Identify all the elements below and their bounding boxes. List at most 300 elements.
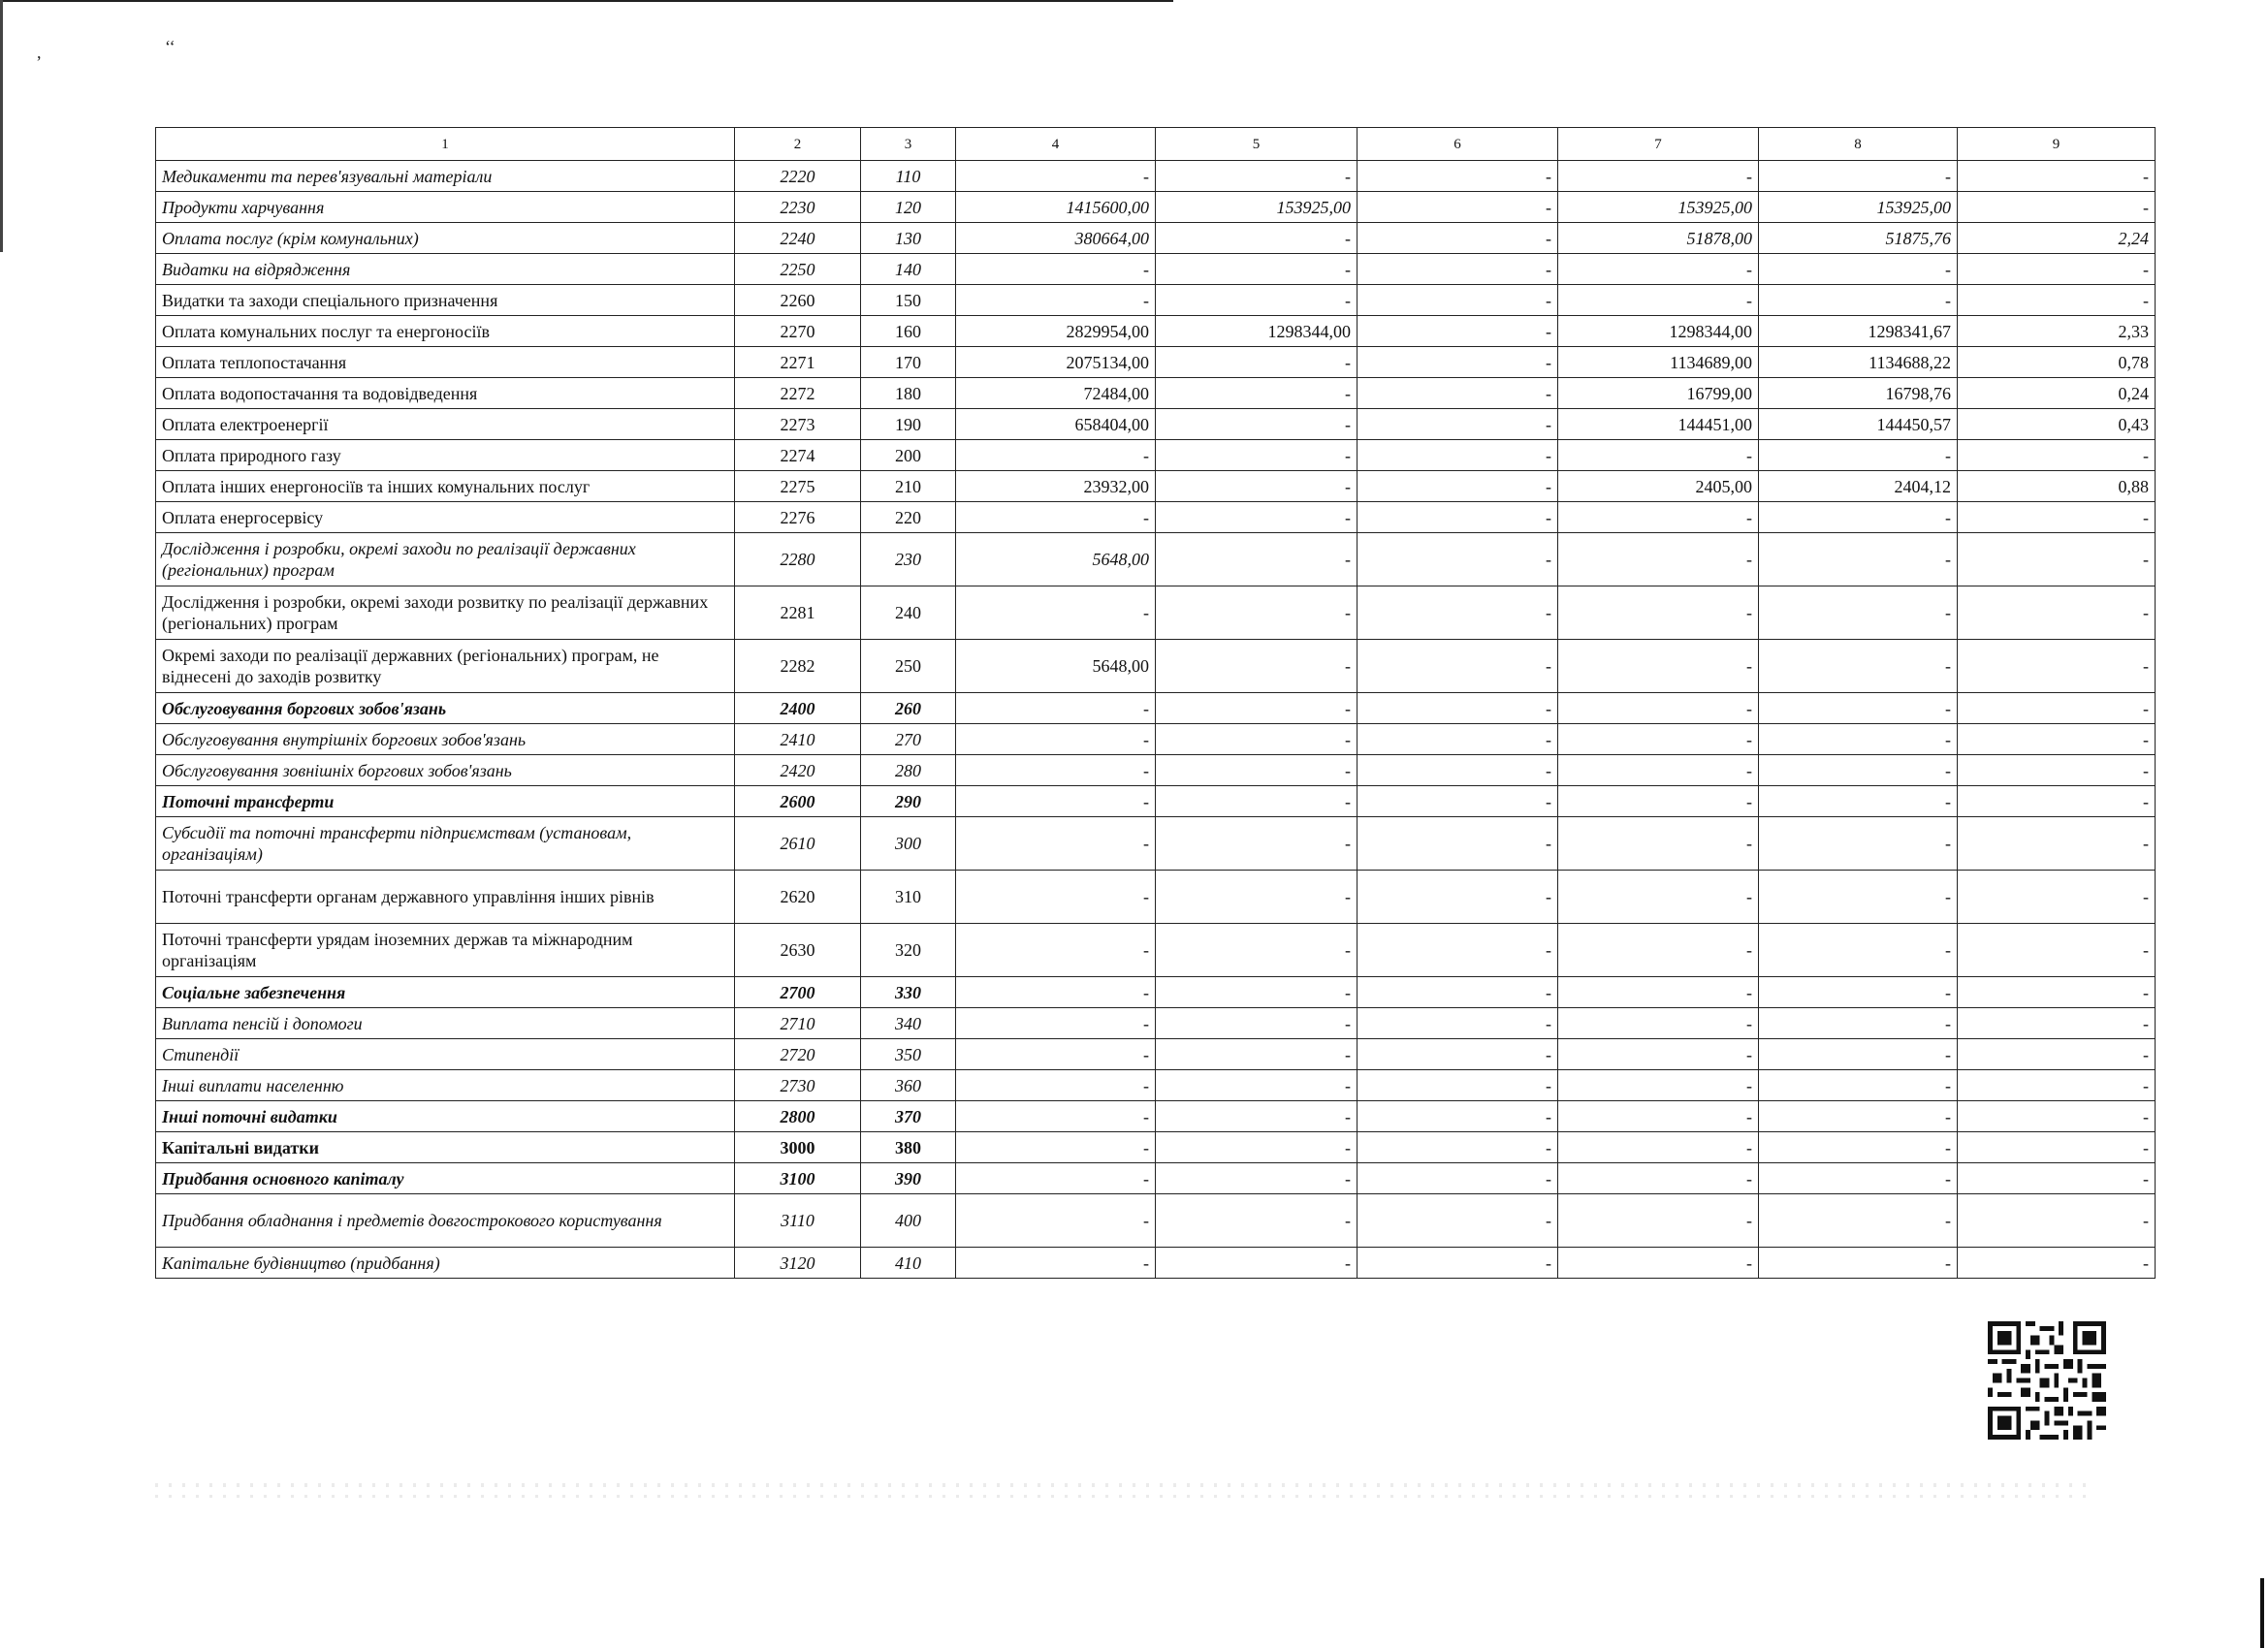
col-8-cell: 51875,76 <box>1759 223 1958 254</box>
col-9-cell: - <box>1958 755 2156 786</box>
table-row <box>156 924 2156 977</box>
col-8-cell: - <box>1759 1163 1958 1194</box>
col-9-cell: - <box>1958 254 2156 285</box>
kekv-code-cell: 2240 <box>735 223 861 254</box>
col-6-cell: - <box>1358 1070 1558 1101</box>
budget-table <box>155 127 2156 1279</box>
col-9-cell: - <box>1958 786 2156 817</box>
table-row <box>156 693 2156 724</box>
line-name-cell: Оплата природного газу <box>156 440 735 471</box>
col-5-cell: 153925,00 <box>1156 192 1358 223</box>
row-code-cell: 400 <box>861 1194 956 1248</box>
line-name-cell: Інші поточні видатки <box>156 1101 735 1132</box>
col-6-cell: - <box>1358 1248 1558 1279</box>
table-row <box>156 1008 2156 1039</box>
row-code-cell: 190 <box>861 409 956 440</box>
table-row <box>156 724 2156 755</box>
kekv-code-cell: 2270 <box>735 316 861 347</box>
table-row <box>156 285 2156 316</box>
line-name-cell: Видатки на відрядження <box>156 254 735 285</box>
kekv-code-cell: 2275 <box>735 471 861 502</box>
col-7-cell: - <box>1558 640 1759 693</box>
col-4-cell: - <box>956 724 1156 755</box>
col-8-cell: - <box>1759 977 1958 1008</box>
col-4-cell: 1415600,00 <box>956 192 1156 223</box>
col-9-cell: - <box>1958 1008 2156 1039</box>
col-9-cell: - <box>1958 817 2156 871</box>
col-8-cell: 16798,76 <box>1759 378 1958 409</box>
col-4-cell: 23932,00 <box>956 471 1156 502</box>
col-5-cell: - <box>1156 1194 1358 1248</box>
col-7-cell: - <box>1558 254 1759 285</box>
col-4-cell: - <box>956 693 1156 724</box>
col-9-cell: - <box>1958 533 2156 586</box>
col-4-cell: - <box>956 1248 1156 1279</box>
col-9-cell: - <box>1958 1070 2156 1101</box>
col-5-cell: - <box>1156 533 1358 586</box>
col-9-cell: - <box>1958 724 2156 755</box>
col-9-cell: - <box>1958 285 2156 316</box>
col-6-cell: - <box>1358 316 1558 347</box>
col-7-cell: - <box>1558 440 1759 471</box>
scan-border-left <box>0 0 3 252</box>
kekv-code-cell: 2272 <box>735 378 861 409</box>
col-4-cell: - <box>956 285 1156 316</box>
line-name-cell: Обслуговування внутрішніх боргових зобов'язань <box>156 724 735 755</box>
line-name-cell: Окремі заходи по реалізації державних (регіональних) програм, не віднесені до заходів розвитку <box>156 640 735 693</box>
col-4-cell: 5648,00 <box>956 640 1156 693</box>
line-name-cell: Оплата теплопостачання <box>156 347 735 378</box>
col-7-cell: 2405,00 <box>1558 471 1759 502</box>
line-name-cell: Стипендії <box>156 1039 735 1070</box>
col-6-cell: - <box>1358 192 1558 223</box>
column-header: 9 <box>1958 128 2156 161</box>
table-row <box>156 316 2156 347</box>
table-row <box>156 1163 2156 1194</box>
col-5-cell: 1298344,00 <box>1156 316 1358 347</box>
col-9-cell: - <box>1958 1248 2156 1279</box>
col-6-cell: - <box>1358 378 1558 409</box>
col-8-cell: - <box>1759 1008 1958 1039</box>
col-4-cell: - <box>956 586 1156 640</box>
table-row <box>156 347 2156 378</box>
line-name-cell: Придбання основного капіталу <box>156 1163 735 1194</box>
scan-border-top <box>0 0 1173 2</box>
column-header: 6 <box>1358 128 1558 161</box>
col-6-cell: - <box>1358 786 1558 817</box>
col-7-cell: - <box>1558 724 1759 755</box>
col-8-cell: - <box>1759 533 1958 586</box>
col-4-cell: - <box>956 1070 1156 1101</box>
col-4-cell: 5648,00 <box>956 533 1156 586</box>
col-7-cell: - <box>1558 755 1759 786</box>
col-6-cell: - <box>1358 1101 1558 1132</box>
table-row <box>156 1070 2156 1101</box>
col-7-cell: - <box>1558 817 1759 871</box>
row-code-cell: 280 <box>861 755 956 786</box>
col-6-cell: - <box>1358 693 1558 724</box>
col-7-cell: - <box>1558 161 1759 192</box>
table-row <box>156 192 2156 223</box>
col-5-cell: - <box>1156 1101 1358 1132</box>
col-8-cell: 2404,12 <box>1759 471 1958 502</box>
row-code-cell: 330 <box>861 977 956 1008</box>
col-4-cell: - <box>956 1194 1156 1248</box>
scan-border-right <box>2260 1578 2264 1648</box>
column-header: 7 <box>1558 128 1759 161</box>
col-6-cell: - <box>1358 724 1558 755</box>
col-7-cell: - <box>1558 1039 1759 1070</box>
line-name-cell: Медикаменти та перев'язувальні матеріали <box>156 161 735 192</box>
col-9-cell: - <box>1958 1132 2156 1163</box>
budget-table-body <box>156 161 2156 1279</box>
col-8-cell: - <box>1759 440 1958 471</box>
line-name-cell: Оплата послуг (крім комунальних) <box>156 223 735 254</box>
col-7-cell: - <box>1558 977 1759 1008</box>
col-6-cell: - <box>1358 347 1558 378</box>
column-header: 3 <box>861 128 956 161</box>
col-7-cell: - <box>1558 924 1759 977</box>
col-8-cell: - <box>1759 817 1958 871</box>
col-5-cell: - <box>1156 924 1358 977</box>
col-9-cell: - <box>1958 977 2156 1008</box>
col-6-cell: - <box>1358 1163 1558 1194</box>
col-8-cell: - <box>1759 502 1958 533</box>
row-code-cell: 350 <box>861 1039 956 1070</box>
line-name-cell: Оплата водопостачання та водовідведення <box>156 378 735 409</box>
col-8-cell: - <box>1759 1194 1958 1248</box>
kekv-code-cell: 2410 <box>735 724 861 755</box>
col-5-cell: - <box>1156 471 1358 502</box>
kekv-code-cell: 2600 <box>735 786 861 817</box>
line-name-cell: Оплата енергосервісу <box>156 502 735 533</box>
kekv-code-cell: 2710 <box>735 1008 861 1039</box>
row-code-cell: 360 <box>861 1070 956 1101</box>
col-9-cell: - <box>1958 502 2156 533</box>
scan-noise-footer <box>155 1474 2094 1503</box>
col-4-cell: 658404,00 <box>956 409 1156 440</box>
row-code-cell: 390 <box>861 1163 956 1194</box>
kekv-code-cell: 3110 <box>735 1194 861 1248</box>
line-name-cell: Дослідження і розробки, окремі заходи по реалізації державних (регіональних) програм <box>156 533 735 586</box>
kekv-code-cell: 2230 <box>735 192 861 223</box>
col-7-cell: 144451,00 <box>1558 409 1759 440</box>
col-9-cell: 0,78 <box>1958 347 2156 378</box>
col-5-cell: - <box>1156 1132 1358 1163</box>
line-name-cell: Поточні трансферти органам державного управління інших рівнів <box>156 871 735 924</box>
col-9-cell: 0,88 <box>1958 471 2156 502</box>
col-4-cell: - <box>956 977 1156 1008</box>
row-code-cell: 220 <box>861 502 956 533</box>
col-5-cell: - <box>1156 755 1358 786</box>
col-5-cell: - <box>1156 502 1358 533</box>
kekv-code-cell: 3120 <box>735 1248 861 1279</box>
col-6-cell: - <box>1358 223 1558 254</box>
row-code-cell: 380 <box>861 1132 956 1163</box>
col-5-cell: - <box>1156 254 1358 285</box>
line-name-cell: Оплата комунальних послуг та енергоносіїв <box>156 316 735 347</box>
col-9-cell: - <box>1958 1163 2156 1194</box>
col-9-cell: - <box>1958 440 2156 471</box>
row-code-cell: 120 <box>861 192 956 223</box>
col-6-cell: - <box>1358 409 1558 440</box>
col-4-cell: - <box>956 786 1156 817</box>
col-5-cell: - <box>1156 1248 1358 1279</box>
table-row <box>156 755 2156 786</box>
line-name-cell: Поточні трансферти урядам іноземних держав та міжнародним організаціям <box>156 924 735 977</box>
col-7-cell: - <box>1558 502 1759 533</box>
col-6-cell: - <box>1358 285 1558 316</box>
col-5-cell: - <box>1156 161 1358 192</box>
col-4-cell: 2075134,00 <box>956 347 1156 378</box>
line-name-cell: Продукти харчування <box>156 192 735 223</box>
table-row <box>156 586 2156 640</box>
col-7-cell: - <box>1558 1101 1759 1132</box>
col-7-cell: - <box>1558 285 1759 316</box>
col-5-cell: - <box>1156 786 1358 817</box>
table-row <box>156 640 2156 693</box>
col-8-cell: - <box>1759 924 1958 977</box>
col-5-cell: - <box>1156 1008 1358 1039</box>
col-9-cell: - <box>1958 161 2156 192</box>
row-code-cell: 310 <box>861 871 956 924</box>
row-code-cell: 270 <box>861 724 956 755</box>
col-7-cell: 1134689,00 <box>1558 347 1759 378</box>
col-8-cell: - <box>1759 1101 1958 1132</box>
line-name-cell: Капітальні видатки <box>156 1132 735 1163</box>
column-header: 4 <box>956 128 1156 161</box>
row-code-cell: 320 <box>861 924 956 977</box>
col-5-cell: - <box>1156 1070 1358 1101</box>
col-8-cell: - <box>1759 1070 1958 1101</box>
col-5-cell: - <box>1156 1039 1358 1070</box>
budget-report-sheet <box>155 127 2155 1279</box>
col-9-cell: - <box>1958 1101 2156 1132</box>
col-8-cell: - <box>1759 755 1958 786</box>
col-9-cell: 2,33 <box>1958 316 2156 347</box>
col-9-cell: - <box>1958 640 2156 693</box>
col-9-cell: - <box>1958 924 2156 977</box>
col-7-cell: 16799,00 <box>1558 378 1759 409</box>
col-6-cell: - <box>1358 755 1558 786</box>
col-5-cell: - <box>1156 640 1358 693</box>
table-row <box>156 1132 2156 1163</box>
table-row <box>156 502 2156 533</box>
col-9-cell: - <box>1958 586 2156 640</box>
kekv-code-cell: 2280 <box>735 533 861 586</box>
line-name-cell: Поточні трансферти <box>156 786 735 817</box>
table-row <box>156 817 2156 871</box>
line-name-cell: Обслуговування боргових зобов'язань <box>156 693 735 724</box>
row-code-cell: 290 <box>861 786 956 817</box>
line-name-cell: Капітальне будівництво (придбання) <box>156 1248 735 1279</box>
kekv-code-cell: 2610 <box>735 817 861 871</box>
col-7-cell: - <box>1558 586 1759 640</box>
scan-speck: ‘‘ <box>165 37 176 56</box>
col-9-cell: 0,43 <box>1958 409 2156 440</box>
line-name-cell: Дослідження і розробки, окремі заходи розвитку по реалізації державних (регіональних) програм <box>156 586 735 640</box>
kekv-code-cell: 2400 <box>735 693 861 724</box>
kekv-code-cell: 2420 <box>735 755 861 786</box>
col-7-cell: - <box>1558 786 1759 817</box>
row-code-cell: 170 <box>861 347 956 378</box>
col-4-cell: 380664,00 <box>956 223 1156 254</box>
table-row <box>156 1194 2156 1248</box>
col-7-cell: - <box>1558 1248 1759 1279</box>
col-5-cell: - <box>1156 693 1358 724</box>
kekv-code-cell: 3100 <box>735 1163 861 1194</box>
kekv-code-cell: 2700 <box>735 977 861 1008</box>
row-code-cell: 180 <box>861 378 956 409</box>
col-7-cell: - <box>1558 1163 1759 1194</box>
line-name-cell: Оплата інших енергоносіїв та інших комунальних послуг <box>156 471 735 502</box>
kekv-code-cell: 2720 <box>735 1039 861 1070</box>
col-8-cell: - <box>1759 285 1958 316</box>
row-code-cell: 110 <box>861 161 956 192</box>
col-6-cell: - <box>1358 502 1558 533</box>
table-row <box>156 977 2156 1008</box>
table-row <box>156 254 2156 285</box>
col-6-cell: - <box>1358 871 1558 924</box>
row-code-cell: 150 <box>861 285 956 316</box>
col-8-cell: 1298341,67 <box>1759 316 1958 347</box>
col-7-cell: - <box>1558 871 1759 924</box>
line-name-cell: Виплата пенсій і допомоги <box>156 1008 735 1039</box>
table-row <box>156 471 2156 502</box>
col-6-cell: - <box>1358 586 1558 640</box>
col-6-cell: - <box>1358 1194 1558 1248</box>
col-5-cell: - <box>1156 1163 1358 1194</box>
col-9-cell: - <box>1958 871 2156 924</box>
col-7-cell: - <box>1558 1070 1759 1101</box>
kekv-code-cell: 2250 <box>735 254 861 285</box>
col-6-cell: - <box>1358 1039 1558 1070</box>
line-name-cell: Інші виплати населенню <box>156 1070 735 1101</box>
col-9-cell: - <box>1958 1039 2156 1070</box>
kekv-code-cell: 2271 <box>735 347 861 378</box>
row-code-cell: 370 <box>861 1101 956 1132</box>
row-code-cell: 260 <box>861 693 956 724</box>
col-5-cell: - <box>1156 347 1358 378</box>
kekv-code-cell: 2273 <box>735 409 861 440</box>
line-name-cell: Придбання обладнання і предметів довгострокового користування <box>156 1194 735 1248</box>
col-5-cell: - <box>1156 409 1358 440</box>
col-8-cell: - <box>1759 1039 1958 1070</box>
table-row <box>156 871 2156 924</box>
line-name-cell: Обслуговування зовнішніх боргових зобов'язань <box>156 755 735 786</box>
line-name-cell: Соціальне забезпечення <box>156 977 735 1008</box>
table-row <box>156 161 2156 192</box>
kekv-code-cell: 2274 <box>735 440 861 471</box>
kekv-code-cell: 2630 <box>735 924 861 977</box>
col-7-cell: - <box>1558 1132 1759 1163</box>
col-8-cell: 153925,00 <box>1759 192 1958 223</box>
kekv-code-cell: 2730 <box>735 1070 861 1101</box>
col-5-cell: - <box>1156 378 1358 409</box>
line-name-cell: Видатки та заходи спеціального призначення <box>156 285 735 316</box>
kekv-code-cell: 2276 <box>735 502 861 533</box>
col-5-cell: - <box>1156 724 1358 755</box>
col-4-cell: 72484,00 <box>956 378 1156 409</box>
row-code-cell: 200 <box>861 440 956 471</box>
col-4-cell: - <box>956 161 1156 192</box>
row-code-cell: 240 <box>861 586 956 640</box>
kekv-code-cell: 2800 <box>735 1101 861 1132</box>
scan-speck: , <box>37 43 42 62</box>
col-4-cell: - <box>956 755 1156 786</box>
col-4-cell: - <box>956 1039 1156 1070</box>
row-code-cell: 300 <box>861 817 956 871</box>
col-4-cell: - <box>956 440 1156 471</box>
table-row <box>156 223 2156 254</box>
column-header: 8 <box>1759 128 1958 161</box>
column-header: 2 <box>735 128 861 161</box>
col-9-cell: - <box>1958 693 2156 724</box>
col-5-cell: - <box>1156 977 1358 1008</box>
table-row <box>156 409 2156 440</box>
col-8-cell: - <box>1759 254 1958 285</box>
col-6-cell: - <box>1358 817 1558 871</box>
table-row <box>156 378 2156 409</box>
col-8-cell: - <box>1759 871 1958 924</box>
col-8-cell: - <box>1759 786 1958 817</box>
col-7-cell: - <box>1558 693 1759 724</box>
col-7-cell: 1298344,00 <box>1558 316 1759 347</box>
column-header: 1 <box>156 128 735 161</box>
col-6-cell: - <box>1358 924 1558 977</box>
col-6-cell: - <box>1358 440 1558 471</box>
table-row <box>156 1101 2156 1132</box>
row-code-cell: 130 <box>861 223 956 254</box>
column-header: 5 <box>1156 128 1358 161</box>
table-row <box>156 1039 2156 1070</box>
col-5-cell: - <box>1156 285 1358 316</box>
row-code-cell: 250 <box>861 640 956 693</box>
col-8-cell: - <box>1759 640 1958 693</box>
col-4-cell: - <box>956 1132 1156 1163</box>
col-4-cell: - <box>956 1101 1156 1132</box>
col-4-cell: - <box>956 817 1156 871</box>
kekv-code-cell: 2220 <box>735 161 861 192</box>
col-5-cell: - <box>1156 586 1358 640</box>
row-code-cell: 410 <box>861 1248 956 1279</box>
col-8-cell: - <box>1759 1132 1958 1163</box>
col-6-cell: - <box>1358 254 1558 285</box>
col-4-cell: - <box>956 871 1156 924</box>
col-4-cell: - <box>956 254 1156 285</box>
kekv-code-cell: 2281 <box>735 586 861 640</box>
col-8-cell: - <box>1759 586 1958 640</box>
row-code-cell: 210 <box>861 471 956 502</box>
col-5-cell: - <box>1156 440 1358 471</box>
row-code-cell: 340 <box>861 1008 956 1039</box>
col-8-cell: - <box>1759 724 1958 755</box>
col-9-cell: - <box>1958 1194 2156 1248</box>
col-6-cell: - <box>1358 1132 1558 1163</box>
line-name-cell: Субсидії та поточні трансферти підприємствам (установам, організаціям) <box>156 817 735 871</box>
col-6-cell: - <box>1358 640 1558 693</box>
row-code-cell: 160 <box>861 316 956 347</box>
col-5-cell: - <box>1156 223 1358 254</box>
col-6-cell: - <box>1358 533 1558 586</box>
row-code-cell: 140 <box>861 254 956 285</box>
kekv-code-cell: 2260 <box>735 285 861 316</box>
col-5-cell: - <box>1156 817 1358 871</box>
col-4-cell: 2829954,00 <box>956 316 1156 347</box>
kekv-code-cell: 3000 <box>735 1132 861 1163</box>
qr-code <box>1988 1320 2106 1441</box>
table-row <box>156 786 2156 817</box>
